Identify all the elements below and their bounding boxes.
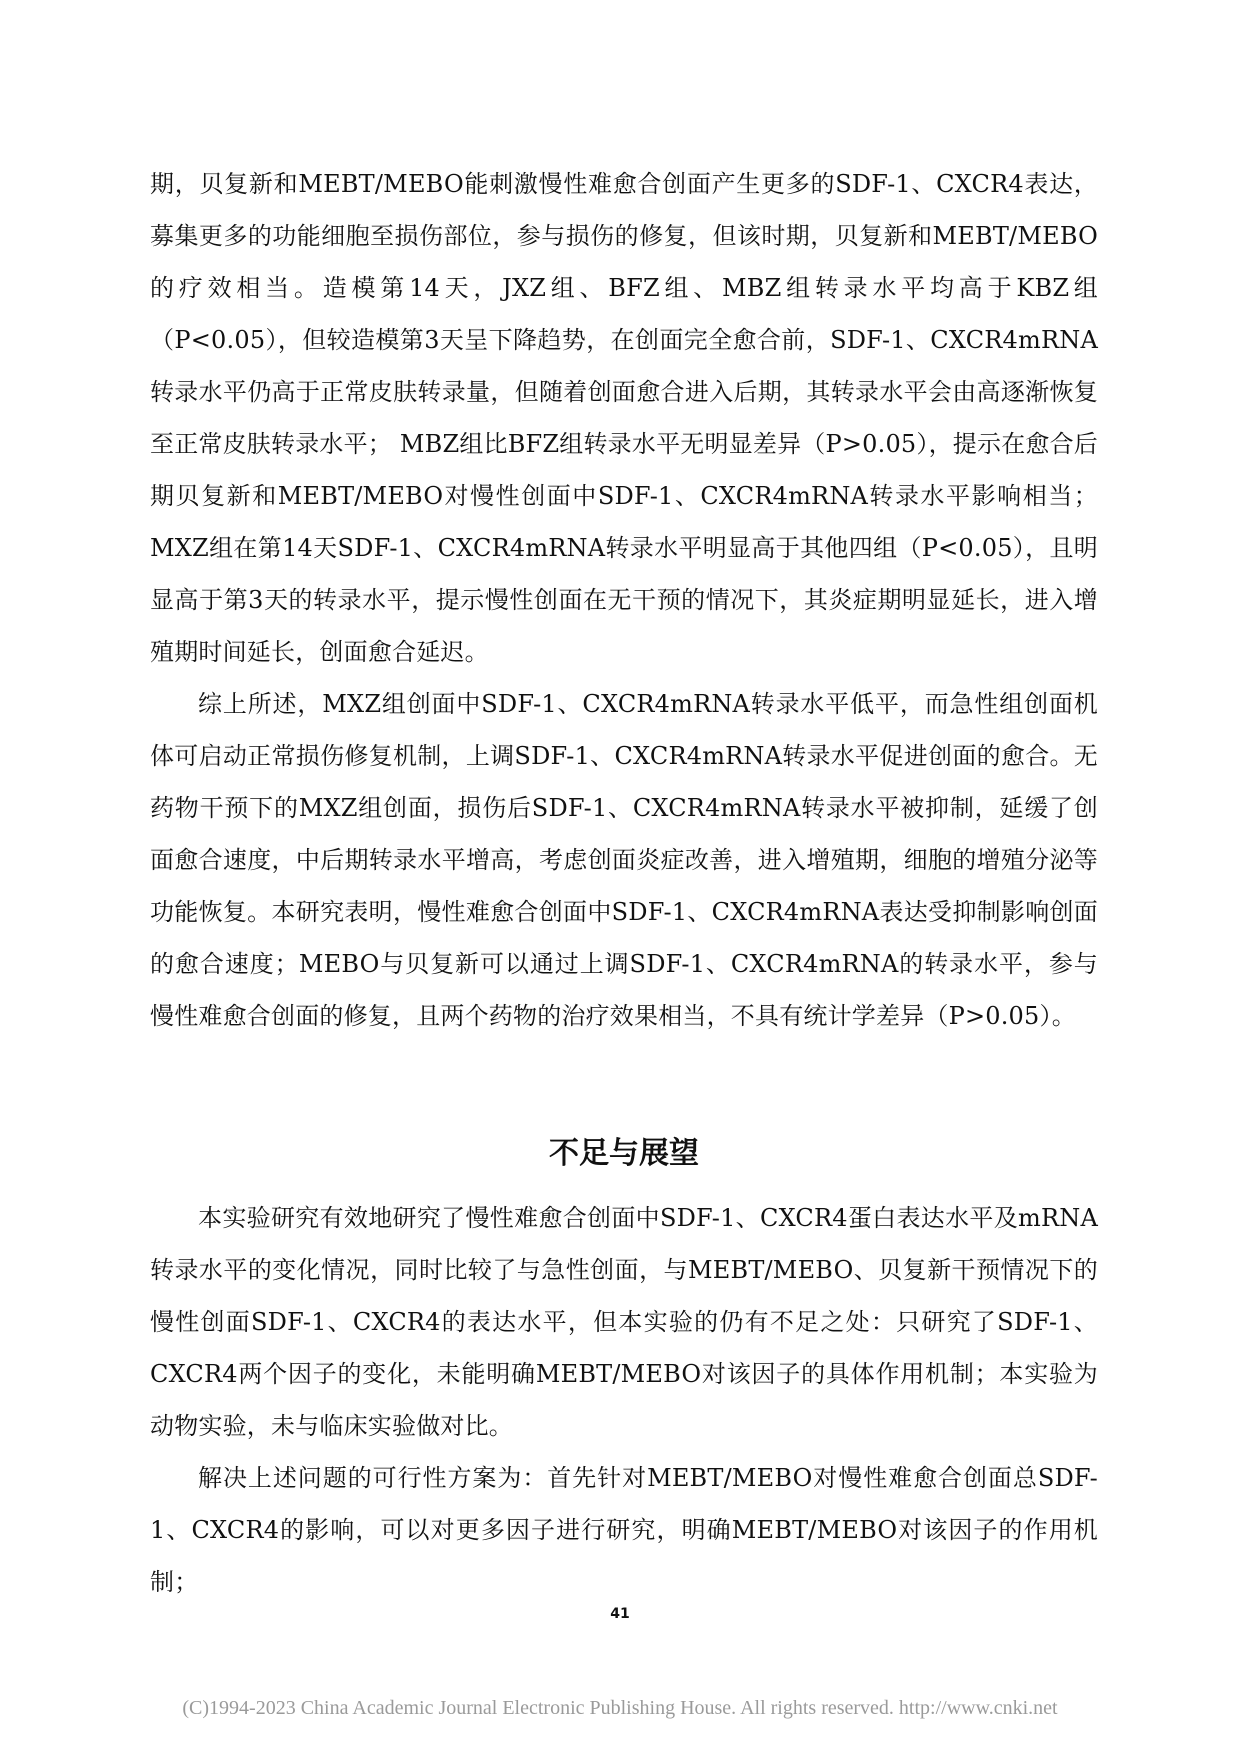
body-paragraph: 期，贝复新和MEBT/MEBO能刺激慢性难愈合创面产生更多的SDF-1、CXCR4表达，募集更多的功能细胞至损伤部位，参与损伤的修复，但该时期，贝复新和MEBT/MEBO的疗效相当。造模第14天，JXZ组、BFZ组、MBZ组转录水平均高于KBZ组（P<0.05），但较造模第3天呈下降趋势，在创面完全愈合前，SDF-1、CXCR4mRNA转录水平仍高于正常皮肤转录量，但随着创面愈合进入后期，其转录水平会由高逐渐恢复至正常皮肤转录水平； MBZ组比BFZ组转录水平无明显差异（P>0.05），提示在愈合后期贝复新和MEBT/MEBO对慢性创面中SDF-1、CXCR4mRNA转录水平影响相当；MXZ组在第14天SDF-1、CXCR4mRNA转录水平明显高于其他四组（P<0.05），且明显高于第3天的转录水平，提示慢性创面在无干预的情况下，其炎症期明显延长，进入增殖期时间延长，创面愈合延迟。 <box>150 170 1098 666</box>
page-number: 41 <box>610 1606 630 1622</box>
section-paragraph: 本实验研究有效地研究了慢性难愈合创面中SDF-1、CXCR4蛋白表达水平及mRNA转录水平的变化情况，同时比较了与急性创面，与MEBT/MEBO、贝复新干预情况下的慢性创面SDF-1、CXCR4的表达水平，但本实验的仍有不足之处：只研究了SDF-1、CXCR4两个因子的变化，未能明确MEBT/MEBO对该因子的具体作用机制；本实验为动物实验，未与临床实验做对比。 <box>150 1204 1098 1440</box>
section-text <box>150 1192 1098 1608</box>
copyright-footer: (C)1994-2023 China Academic Journal Electronic Publishing House. All rights reserved. http://www.cnki.net <box>182 1697 1058 1719</box>
body-paragraph: 综上所述，MXZ组创面中SDF-1、CXCR4mRNA转录水平低平，而急性组创面机体可启动正常损伤修复机制，上调SDF-1、CXCR4mRNA转录水平促进创面的愈合。无药物干预下的MXZ组创面，损伤后SDF-1、CXCR4mRNA转录水平被抑制，延缓了创面愈合速度，中后期转录水平增高，考虑创面炎症改善，进入增殖期，细胞的增殖分泌等功能恢复。本研究表明，慢性难愈合创面中SDF-1、CXCR4mRNA表达受抑制影响创面的愈合速度；MEBO与贝复新可以通过上调SDF-1、CXCR4mRNA的转录水平，参与慢性难愈合创面的修复，且两个药物的治疗效果相当，不具有统计学差异（P>0.05）。 <box>150 690 1098 1030</box>
body-text <box>150 158 1098 1042</box>
section-heading: 不足与展望 <box>549 1136 699 1171</box>
section-paragraph: 解决上述问题的可行性方案为：首先针对MEBT/MEBO对慢性难愈合创面总SDF-1、CXCR4的影响，可以对更多因子进行研究，明确MEBT/MEBO对该因子的作用机制； <box>150 1464 1098 1596</box>
